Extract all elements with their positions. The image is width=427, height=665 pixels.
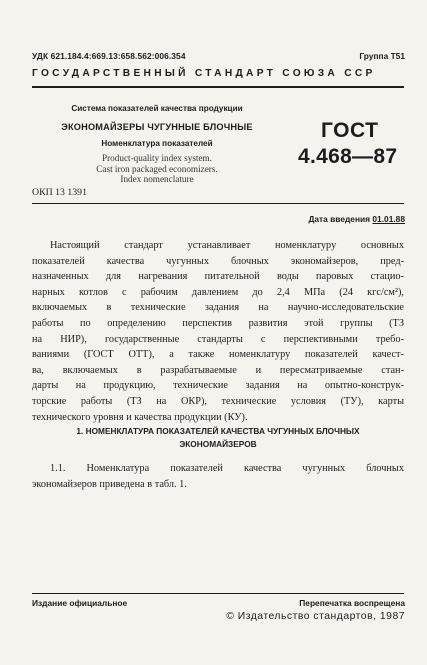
paragraph-line: ва, включаемых в разрабатываемые и пересматриваемые стан- (32, 364, 404, 376)
reprint-notice: Перепечатка воспрещена (299, 598, 405, 608)
paragraph-line: на НИР), государственные стандарты с перспективными требо- (32, 333, 404, 345)
english-title-line: Cast iron packaged economizers. (96, 163, 218, 174)
gost-label: ГОСТ (321, 119, 379, 142)
group-code: Группа Т51 (359, 51, 405, 61)
english-title (32, 153, 282, 185)
gost-number: 4.468—87 (298, 145, 398, 168)
product-title: ЭКОНОМАЙЗЕРЫ ЧУГУННЫЕ БЛОЧНЫЕ (61, 122, 253, 132)
paragraph-line: включаемых в технические задания на научно-исследовательские (32, 302, 404, 314)
section-heading (32, 425, 404, 451)
paragraph-line: работы по определению перспектив развития этой группы (ТЗ (32, 317, 404, 329)
udk-code: УДК 621.184.4:669.13:658.562:006.354 (32, 51, 186, 61)
paragraph-line: экономайзеров приведена в табл. 1. (32, 478, 187, 490)
footer-rule (32, 593, 404, 594)
header-rule (32, 86, 404, 88)
section-heading-line: 1. НОМЕНКЛАТУРА ПОКАЗАТЕЛЕЙ КАЧЕСТВА ЧУГУННЫХ БЛОЧНЫХ (76, 426, 360, 436)
effective-date (308, 214, 405, 224)
paragraph-line: дарты на продукцию, технические задания на опытно-конструк- (32, 380, 404, 392)
english-title-line: Index nomenclature (120, 174, 194, 185)
paragraph-line: технического уровня и качества продукции (КУ). (32, 411, 248, 423)
paragraph-line: нарных котлов с рабочим давлением до 2,4 МПа (24 кгс/см²), (32, 286, 404, 298)
okp-code: ОКП 13 1391 (32, 187, 87, 198)
official-edition: Издание официальное (32, 598, 128, 608)
paragraph-line: назначенных для нагревания питательной воды паровых стацио- (32, 271, 404, 283)
effective-date-value: 01.01.88 (372, 214, 405, 224)
paragraph-line: показателей качества чугунных блочных экономайзеров, пред- (32, 255, 404, 267)
paragraph-line: торские работы (ТЗ на ОКР), технические условия (ТУ), карты (32, 395, 404, 407)
english-title-line: Product-quality index system. (102, 153, 212, 163)
paragraph-line: Настоящий стандарт устанавливает номенклатуру основных (50, 240, 404, 251)
section-heading-line: ЭКОНОМАЙЗЕРОВ (179, 439, 257, 449)
paragraph-line: ваниями (ГОСТ ОТТ), а также номенклатуру показателей качест- (32, 349, 404, 361)
standard-title: ГОСУДАРСТВЕННЫЙ СТАНДАРТ СОЮЗА ССР (32, 68, 376, 79)
title-rule (32, 203, 404, 204)
section-paragraph (32, 461, 404, 492)
intro-paragraph (32, 238, 404, 425)
subtitle: Номенклатура показателей (101, 139, 213, 148)
effective-date-label: Дата введения (308, 214, 371, 224)
paragraph-line: 1.1. Номенклатура показателей качества чугунных блочных (50, 463, 404, 474)
copyright: © Издательство стандартов, 1987 (226, 611, 405, 622)
system-title: Система показателей качества продукции (71, 104, 243, 113)
